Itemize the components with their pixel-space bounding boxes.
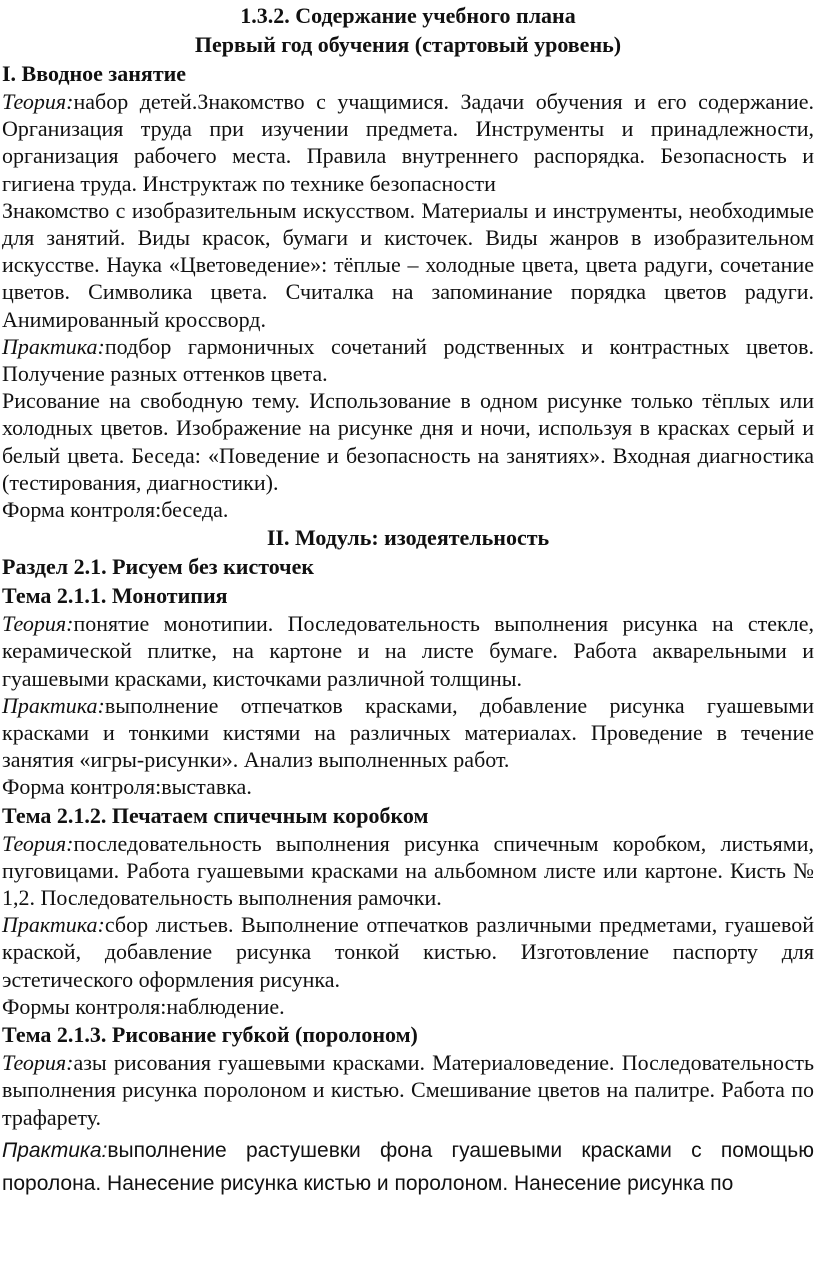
- theory-text: набор детей.Знакомство с учащимися. Задачи обучения и его содержание. Организация труда при изучении предмета. Инструменты и принадлежности, организация рабочего места. Правила внутреннего распорядка. Безопасность и гигиена труда. Инструктаж по технике безопасности: [2, 89, 814, 196]
- topic-2-1-3-theory: [2, 1049, 814, 1131]
- module-heading: II. Модуль: изодеятельность: [266, 525, 550, 551]
- intro-paragraph-2: Знакомство с изобразительным искусством. Материалы и инструменты, необходимые для занятий. Виды красок, бумаги и кисточек. Виды жанров в изобразительном искусстве. Наука «Цветоведение»: тёплые – холодные цвета, цвета радуги, сочетание цветов. Символика цвета. Считалка на запоминание порядка цветов радуги. Анимированный кроссворд.: [2, 197, 814, 332]
- document-subtitle: Первый год обучения (стартовый уровень): [194, 32, 622, 57]
- intro-practice-paragraph: [2, 333, 814, 387]
- practice-label: Практика:: [2, 333, 105, 359]
- section-heading-intro: I. Вводное занятие: [2, 61, 187, 86]
- intro-control: Форма контроля:беседа.: [2, 497, 229, 523]
- theory-label: Теория:: [2, 830, 74, 856]
- theory-text: азы рисования гуашевыми красками. Материаловедение. Последовательность выполнения рисунка поролоном и кистью. Смешивание цветов на палитре. Работа по трафарету.: [2, 1050, 814, 1130]
- topic-2-1-2-theory: [2, 830, 814, 912]
- theory-text: понятие монотипии. Последовательность выполнения рисунка на стекле, керамической плитке, на картоне и на листе бумаге. Работа акварельными и гуашевыми красками, кисточками различной толщины.: [2, 611, 814, 691]
- practice-text: выполнение отпечатков красками, добавление рисунка гуашевыми красками и тонкими кистями на различных материалах. Проведение в течение занятия «игры-рисунки». Анализ выполненных работ.: [2, 692, 814, 773]
- theory-label: Теория:: [2, 1050, 74, 1076]
- theory-text: последовательность выполнения рисунка спичечным коробком, листьями, пуговицами. Работа гуашевыми красками на альбомном листе или картоне. Кисть № 1,2. Последовательность выполнения рамочки.: [2, 830, 814, 911]
- section-heading-2-1: Раздел 2.1. Рисуем без кисточек: [2, 554, 315, 580]
- practice-label: Практика:: [2, 912, 105, 938]
- intro-paragraph-4: Рисование на свободную тему. Использование в одном рисунке только тёплых или холодных цветов. Изображение на рисунке дня и ночи, используя в красках серый и белый цвета. Беседа: «Поведение и безопасность на занятиях». Входная диагностика (тестирования, диагностики).: [2, 388, 814, 495]
- topic-heading-2-1-1: Тема 2.1.1. Монотипия: [2, 583, 228, 609]
- topic-2-1-1-control: Форма контроля:выставка.: [2, 774, 252, 800]
- practice-label: Практика:: [2, 692, 105, 718]
- topic-2-1-1-practice: [2, 692, 814, 774]
- theory-label: Теория:: [2, 611, 74, 637]
- practice-text: подбор гармоничных сочетаний родственных и контрастных цветов. Получение разных оттенков цвета.: [2, 333, 814, 387]
- practice-text: сбор листьев. Выполнение отпечатков различными предметами, гуашевой краской, добавление рисунка тонкой кистью. Изготовление паспорту для эстетического оформления рисунка.: [2, 912, 814, 992]
- topic-heading-2-1-2: Тема 2.1.2. Печатаем спичечным коробком: [2, 802, 429, 828]
- practice-text: выполнение растушевки фона гуашевыми красками с помощью поролона. Нанесение рисунка кистью и поролоном. Нанесение рисунка по: [2, 1138, 814, 1195]
- topic-2-1-3-practice: [2, 1134, 814, 1200]
- topic-heading-2-1-3: Тема 2.1.3. Рисование губкой (поролоном): [2, 1022, 418, 1048]
- topic-2-1-2-control: Формы контроля:наблюдение.: [2, 993, 285, 1019]
- topic-2-1-2-practice: [2, 911, 814, 993]
- theory-label: Теория:: [2, 89, 74, 114]
- topic-2-1-1-theory: [2, 610, 814, 692]
- intro-theory-paragraph: [2, 88, 814, 197]
- document-title: 1.3.2. Содержание учебного плана: [240, 3, 576, 28]
- practice-label: Практика:: [2, 1138, 108, 1162]
